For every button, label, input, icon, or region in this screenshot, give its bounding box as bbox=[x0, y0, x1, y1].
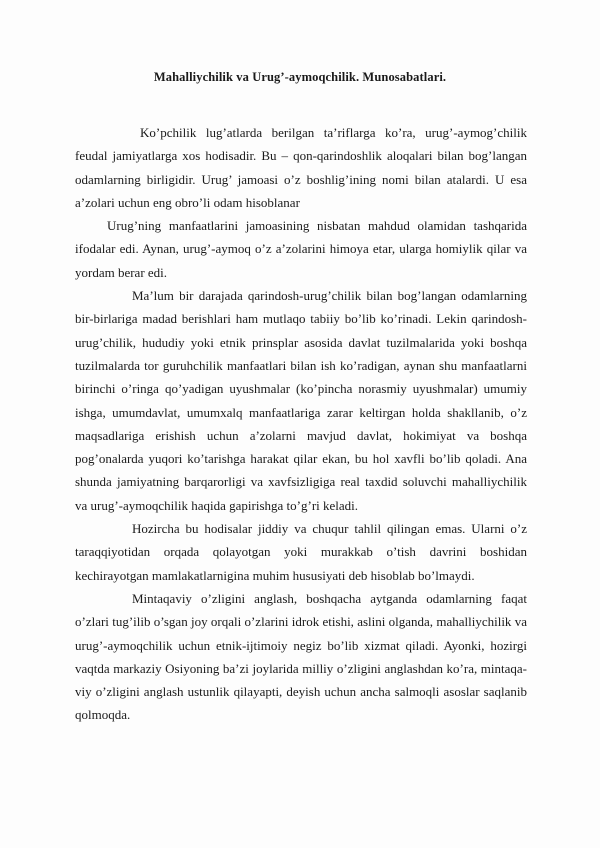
document-title: Mahalliychilik va Urug’-aymoqchilik. Munosabatlari. bbox=[153, 70, 447, 84]
paragraph-1: Ko’pchilik lug’atlarda berilgan ta’riflarga ko’ra, urug’-aymog’chilik feudal jamiyatlarga xos hodisadir. Bu – qon-qarindoshlik aloqalari bilan bog’langan odamlarning birligidir. Urug’ jamoasi o’z boshlig’ining nomi bilan atalardi. U esa a’zolari uchun eng obro’li odam hisoblanar bbox=[75, 125, 527, 210]
document-body bbox=[75, 121, 527, 727]
paragraph-4: Hozircha bu hodisalar jiddiy va chuqur tahlil qilingan emas. Ularni o’z taraqqiyotidan orqada qolayotgan yoki murakkab o’tish davrini boshidan kechirayotgan mamlakatlarnigina muhim hususiyati deb hisoblab bo’lmaydi. bbox=[75, 521, 527, 583]
paragraph-3: Ma’lum bir darajada qarindosh-urug’chilik bilan bog’langan odamlarning bir-birlariga madad berishlari ham mutlaqo tabiiy bo’lib ko’rinadi. Lekin qarindosh-urug’chilik, hududiy yoki etnik prinsplar asosida davlat tuzilmalarida yoki boshqa tuzilmalarda tor guruhchilik manfaatlari bilan ish ko’radigan, aynan shu manfaatlarni birinchi o’ringa qo’yadigan uyushmalar (ko’pincha norasmiy uyushmalar) umumiy ishga, umumdavlat, umumxalq manfaatlariga zarar keltirgan holda shakllanib, o’z maqsadlariga erishish uchun a’zolarni mavjud davlat, hokimiyat va boshqa pog’onalarda yuqori ko’tarishga harakat qilar ekan, bu hol xavfli bo’lib qoladi. Ana shunda jamiyatning barqarorligi va xavfsizligiga real taxdid soluvchi mahalliychilik va urug’-aymoqchilik haqida gapirishga to’g’ri keladi. bbox=[75, 288, 527, 513]
paragraph-2: Urug’ning manfaatlarini jamoasining nisbatan mahdud olamidan tashqarida ifodalar edi. Aynan, urug’-aymoq o’z a’zolarini himoya etar, ularga homiylik qilar va yordam berar edi. bbox=[75, 218, 527, 280]
paragraph-5: Mintaqaviy o’zligini anglash, boshqacha aytganda odamlarning faqat o’zlari tug’ilib o’sgan joy orqali o’zlarini idrok etishi, aslini olganda, mahalliychilik va urug’-aymoqchilik uchun etnik-ijtimoiy negiz bo’lib xizmat qiladi. Ayonki, hozirgi vaqtda markaziy Osiyoning ba’zi joylarida milliy o’zligini anglashdan ko’ra, mintaqa-viy o’zligini anglash ustunlik qilayapti, deyish uchun ancha salmoqli asoslar saqlanib qolmoqda. bbox=[75, 590, 527, 723]
